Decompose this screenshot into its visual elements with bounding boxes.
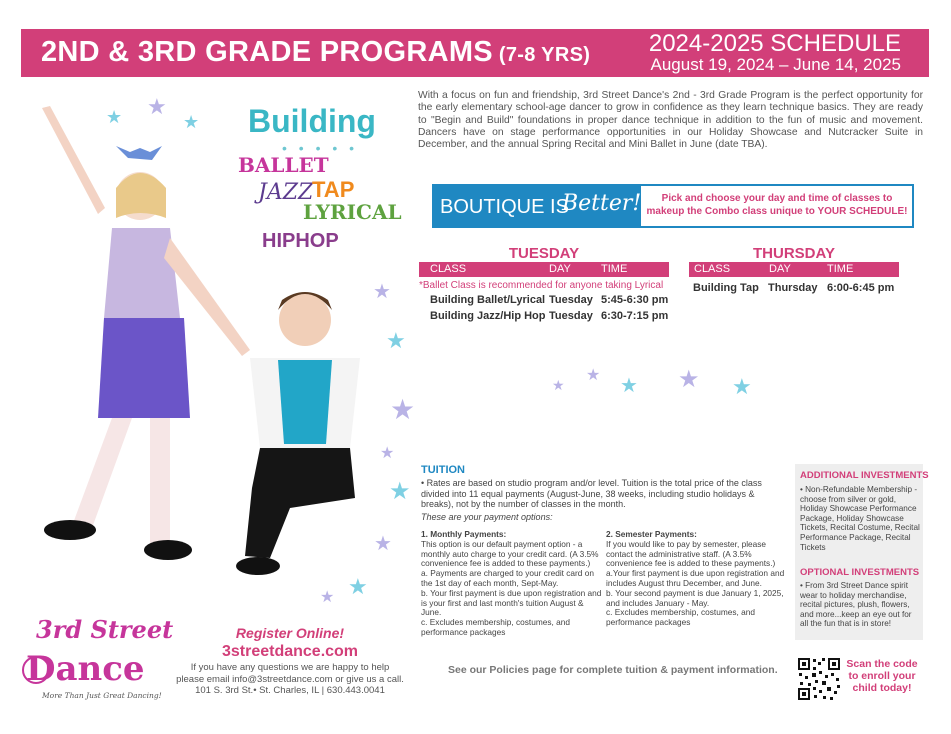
title-text: 2ND & 3RD GRADE PROGRAMS	[41, 36, 493, 68]
column-class: CLASS	[430, 263, 467, 275]
girl-dancer-figure	[42, 106, 250, 560]
class-day: Tuesday	[549, 310, 593, 322]
class-name: Building Ballet/Lyrical	[430, 294, 546, 306]
tuition-title: TUITION	[421, 464, 465, 476]
column-time: TIME	[601, 263, 628, 275]
thursday-table-header	[689, 262, 899, 277]
tuition-rates-text: • Rates are based on studio program and/or level. Tuition is the total price of the class divided into 11 equal payments (August-June, 38 weeks, including studio holidays & breaks), not by the number of classes in the month.	[421, 478, 762, 509]
page-title	[41, 36, 590, 69]
star-icon: ★	[386, 328, 406, 353]
logo-line-1: 3rd Street	[36, 615, 174, 644]
style-hiphop: HIPHOP	[262, 230, 339, 252]
class-time: 6:30-7:15 pm	[601, 310, 669, 322]
star-icon: ★	[147, 94, 167, 119]
optional-investments-title: OPTIONAL INVESTMENTS	[800, 567, 920, 578]
monthly-line: a. Payments are charged to your credit card on the 1st day of each month, Sept-May.	[421, 568, 594, 588]
semester-line: If you would like to pay by semester, please contact the administrative staff. (A 3.5% convenience fee is added to these payments.)	[606, 538, 776, 569]
monthly-line: b. Your first payment is due upon registration and is your first and last month's tuition August & June.	[421, 587, 602, 618]
semester-payments	[606, 530, 789, 628]
monthly-line: c. Excludes membership, costumes, and performance packages	[421, 617, 570, 637]
header-banner	[21, 29, 929, 77]
star-icon: ★	[380, 445, 395, 462]
schedule-year: 2024-2025 SCHEDULE	[648, 30, 901, 57]
dancers-photo	[20, 88, 410, 608]
logo-tagline: More Than Just Great Dancing!	[42, 691, 162, 700]
star-icon: ★	[373, 281, 391, 303]
star-icon: ★	[552, 377, 565, 393]
additional-investments-text: • Non-Refundable Membership - choose from silver or gold, Holiday Showcase Performance Package, Holiday Showcase Tickets, Recital Costume, Recital Performance Package, Recital Tickets	[800, 485, 920, 552]
semester-line: a.Your first payment is due upon registration and includes August thru December, and June.	[606, 568, 785, 588]
star-icon: ★	[678, 366, 700, 393]
payment-options-label: These are your payment options:	[421, 512, 553, 522]
thursday-title: THURSDAY	[753, 245, 835, 262]
star-icon: ★	[389, 478, 411, 505]
class-day: Thursday	[768, 282, 818, 294]
tuesday-title: TUESDAY	[508, 245, 580, 262]
star-icon: ★	[183, 112, 200, 132]
policies-note: See our Policies page for complete tuition & payment information.	[448, 664, 778, 676]
class-day: Tuesday	[549, 294, 593, 306]
contact-line-1: If you have any questions we are happy to help	[190, 662, 390, 673]
star-icon: ★	[586, 367, 601, 384]
semester-title: 2. Semester Payments:	[606, 529, 697, 539]
register-online-heading: Register Online!	[235, 625, 345, 641]
class-time: 5:45-6:30 pm	[601, 294, 669, 306]
studio-logo	[22, 612, 174, 704]
boutique-label-box	[434, 186, 641, 226]
class-name: Building Tap	[693, 282, 759, 294]
contact-line-3: 101 S. 3rd St.• St. Charles, IL | 630.443.0041	[195, 685, 385, 696]
boutique-description	[644, 192, 910, 218]
style-tap: TAP	[312, 177, 355, 202]
monthly-line: This option is our default payment option - a monthly auto charge to your credit card. (A 3.5% convenience fee is added to these payments.)	[421, 538, 599, 569]
column-time: TIME	[827, 263, 854, 275]
logo-line-2: Dance	[26, 649, 145, 689]
additional-investments-title: ADDITIONAL INVESTMENTS	[800, 470, 929, 481]
boutique-line-2: makeup the Combo class unique to YOUR SCHEDULE!	[646, 206, 908, 217]
table-row	[419, 310, 669, 326]
star-icon: ★	[374, 533, 392, 555]
boutique-banner	[432, 184, 914, 228]
ballet-note: *Ballet Class is recommended for anyone taking Lyrical	[419, 280, 664, 291]
semester-line: b. Your second payment is due January 1, 2025, and includes January - May.	[606, 587, 784, 608]
optional-investments-text: • From 3rd Street Dance spirit wear to holiday merchandise, recital pictures, plush, flowers, and more...keep an eye out for all the fun that is in store!	[800, 581, 912, 629]
qr-code[interactable]	[797, 657, 841, 701]
star-icon: ★	[620, 375, 638, 397]
star-icon: ★	[732, 374, 752, 399]
star-icon: ★	[348, 574, 368, 599]
semester-line: c. Excludes membership, costumes, and performance packages	[606, 607, 755, 628]
star-icon: ★	[390, 394, 416, 425]
contact-line-2: please email info@3streetdance.com or give us a call.	[176, 673, 404, 685]
website-link[interactable]: 3streetdance.com	[221, 643, 359, 660]
monthly-payments	[421, 530, 604, 638]
age-range: (7-8 YRS)	[498, 44, 591, 66]
star-icon: ★	[106, 107, 123, 127]
tuesday-schedule	[419, 245, 669, 326]
scan-line-1: Scan the code	[846, 658, 918, 670]
boy-dancer-figure	[236, 292, 360, 575]
column-class: CLASS	[694, 263, 731, 275]
boutique-better-text: Better!	[562, 191, 642, 216]
class-name: Building Jazz/Hip Hop	[430, 310, 546, 322]
building-heading: Building	[248, 103, 376, 139]
style-jazz: JAZZ	[258, 180, 314, 205]
boutique-line-1: Pick and choose your day and time of classes to	[661, 193, 893, 204]
boutique-main-text: BOUTIQUE IS	[440, 196, 569, 218]
building-dots: • • • • •	[282, 140, 359, 156]
monthly-title: 1. Monthly Payments:	[421, 529, 507, 539]
tuesday-table-header	[419, 262, 669, 277]
thursday-schedule	[689, 245, 899, 298]
contact-info	[160, 662, 420, 697]
scan-line-2: to enroll your	[848, 670, 916, 682]
star-icon: ★	[320, 589, 335, 606]
class-time: 6:00-6:45 pm	[827, 282, 895, 294]
style-ballet: BALLET	[238, 153, 329, 177]
intro-paragraph: With a focus on fun and friendship, 3rd Street Dance's 2nd - 3rd Grade Program is the perfect opportunity for the early elementary school-age dancer to grow in confidence as they learn technique basics. They are ready to "Begin and Build" foundations in proper dance technique in addition to the fun of music and movement. Dancers have on stage performance opportunities in our Holiday Showcase and Nutcracker Suite in December, and the annual Spring Recital and Mini Ballet in June (date TBA).	[418, 90, 923, 151]
scan-line-3: child today!	[852, 682, 912, 694]
column-day: DAY	[769, 263, 791, 275]
style-lyrical: LYRICAL	[303, 200, 402, 224]
table-row	[419, 294, 669, 310]
table-row	[689, 282, 899, 298]
column-day: DAY	[549, 263, 571, 275]
investments-sidebar	[795, 464, 929, 640]
scan-instructions	[845, 658, 919, 694]
schedule-dates: August 19, 2024 – June 14, 2025	[650, 55, 901, 74]
